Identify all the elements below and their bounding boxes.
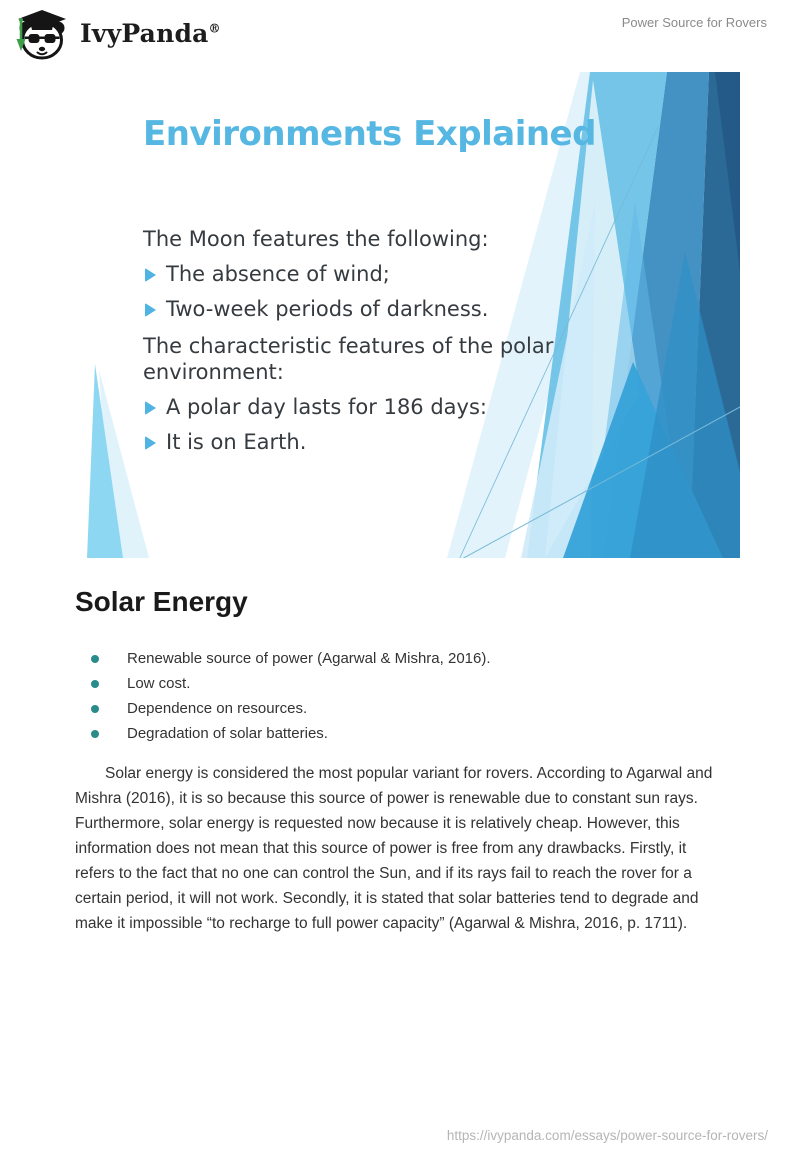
list-item-text: Low cost. (127, 675, 191, 692)
document-title: Power Source for Rovers (621, 15, 767, 30)
source-url[interactable]: https://ivypanda.com/essays/power-source-for-rovers/ (446, 1128, 768, 1143)
list-item (75, 696, 725, 721)
body-paragraph: Solar energy is considered the most popular variant for rovers. According to Agarwal and Mishra (2016), it is so because this source of power is renewable due to constant sun rays. Furthermore, solar energy is requested now because it is relatively cheap. However, this information does not mean that this source of power is free from any drawbacks. Firstly, it refers to the fact that no one can control the Sun, and if its rays fail to reach the rover for a certain period, it will not work. Secondly, it is stated that solar batteries tend to degrade and make it impossible “to recharge to full power capacity” (Agarwal & Mishra, 2016, p. 1711). (75, 765, 713, 932)
arrow-bullet-icon (145, 401, 156, 415)
list-item-text: Dependence on resources. (127, 700, 308, 717)
slide-moon-intro: The Moon features the following: (143, 227, 489, 251)
slide-bullet-row (143, 262, 390, 286)
section-heading: Solar Energy (75, 586, 248, 617)
arrow-bullet-icon (145, 268, 156, 282)
arrow-bullet-icon (145, 436, 156, 450)
slide-bullet-text: It is on Earth. (166, 430, 307, 454)
slide-bullet-text: The absence of wind; (166, 262, 390, 286)
bullet-dot-icon (91, 680, 99, 688)
bullet-dot-icon (91, 730, 99, 738)
brand-text: IvyPanda (80, 19, 209, 48)
slide-image (75, 72, 740, 558)
slide-bullet-text: Two-week periods of darkness. (166, 297, 489, 321)
bullet-dot-icon (91, 655, 99, 663)
slide-title: Environments Explained (143, 114, 596, 154)
slide-bullet-row (143, 297, 488, 321)
list-item-text: Degradation of solar batteries. (127, 725, 328, 742)
slide-bullet-row (143, 395, 487, 419)
brand-name[interactable] (80, 19, 221, 48)
bullet-list (75, 646, 725, 746)
list-item (75, 721, 725, 746)
list-item-text: Renewable source of power (Agarwal & Mishra, 2016). (127, 650, 491, 667)
ivypanda-panda-logo-icon[interactable] (12, 6, 72, 62)
list-item (75, 646, 725, 671)
arrow-bullet-icon (145, 303, 156, 317)
registered-mark: ® (208, 21, 221, 36)
slide-bullet-row (143, 430, 306, 454)
slide-bullet-text: A polar day lasts for 186 days: (166, 395, 487, 419)
bullet-dot-icon (91, 705, 99, 713)
list-item (75, 671, 725, 696)
slide-polar-intro: The characteristic features of the polar environment: (143, 334, 554, 384)
